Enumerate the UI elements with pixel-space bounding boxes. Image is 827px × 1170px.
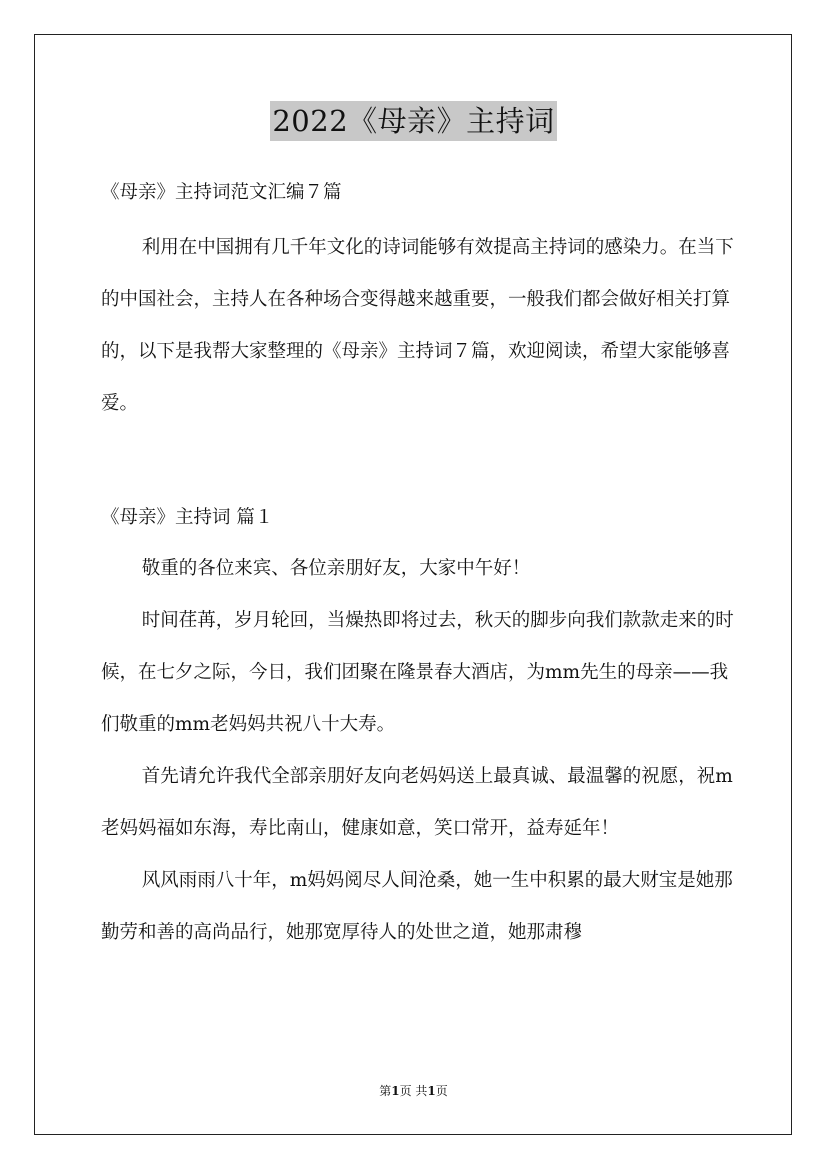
- footer-page-mid: 页 共: [399, 1084, 428, 1098]
- body-paragraph-2: 时间荏苒，岁月轮回，当燥热即将过去，秋天的脚步向我们款款走来的时候，在七夕之际，今日，我们团聚在隆景春大酒店，为mm先生的母亲——我们敬重的mm老妈妈共祝八十大寿。: [101, 610, 734, 735]
- document-subtitle: 《母亲》主持词范文汇编７篇: [101, 182, 342, 203]
- footer-page-total: 1: [427, 1084, 436, 1098]
- body-paragraph-1: 敬重的各位来宾、各位亲朋好友，大家中午好！: [141, 558, 531, 579]
- title-container: [0, 101, 827, 141]
- intro-paragraph: 利用在中国拥有几千年文化的诗词能够有效提高主持词的感染力。在当下的中国社会，主持人在各种场合变得越来越重要，一般我们都会做好相关打算的，以下是我帮大家整理的《母亲》主持词７篇，欢迎阅读，希望大家能够喜爱。: [101, 237, 734, 414]
- document-title: 2022《母亲》主持词: [270, 101, 556, 141]
- footer-page-prefix: 第: [379, 1084, 392, 1098]
- footer-page-current: 1: [391, 1084, 400, 1098]
- body-paragraph-3: 首先请允许我代全部亲朋好友向老妈妈送上最真诚、最温馨的祝愿，祝m老妈妈福如东海，寿比南山，健康如意，笑口常开，益寿延年！: [101, 766, 733, 839]
- footer-page-suffix: 页: [435, 1084, 448, 1098]
- page-footer: [0, 1082, 827, 1100]
- body-paragraph-4: 风风雨雨八十年，m妈妈阅尽人间沧桑，她一生中积累的最大财宝是她那勤劳和善的高尚品行，她那宽厚待人的处世之道，她那肃穆: [101, 870, 733, 943]
- section-heading: 《母亲》主持词 篇１: [101, 507, 274, 528]
- document-body: [101, 174, 741, 959]
